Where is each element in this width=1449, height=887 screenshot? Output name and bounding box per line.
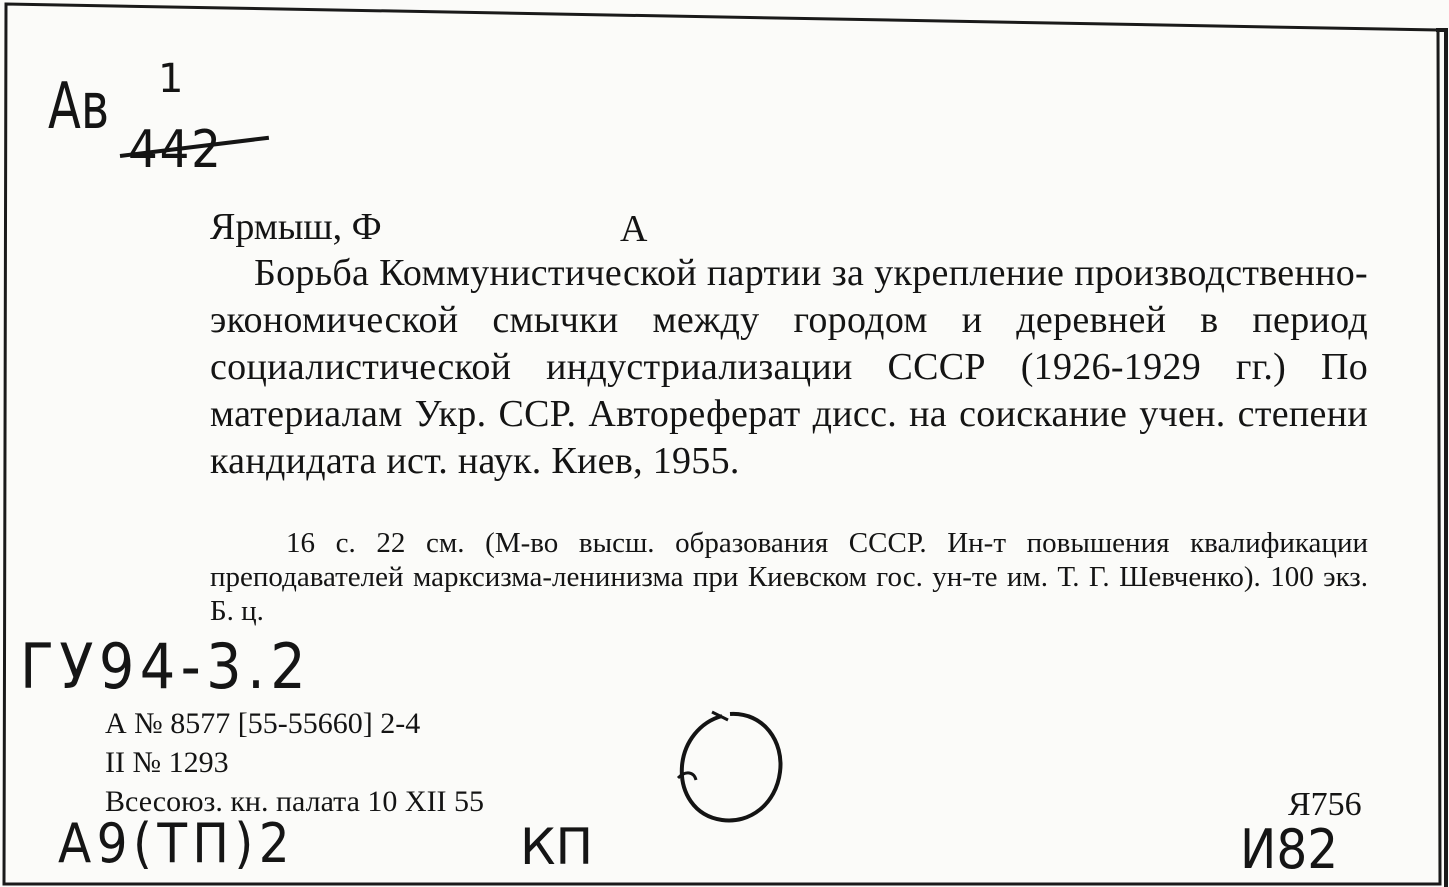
shelf-mark-denominator: 442 [128,120,223,180]
author-initial: А [620,208,648,250]
collation-text: 16 с. 22 см. (М-во высш. образования СССР. Ин-т повышения квалификации преподавателей марксизма-ленинизма при Киевском гос. ун-те им. Т. Г. Шевченко). 100 экз. Б. ц. [210,527,1368,627]
registry-line-2: II № 1293 [105,746,229,779]
cutter-code: Я756 [1288,786,1362,823]
registry-line-1: А № 8577 [55-55660] 2-4 [105,707,421,740]
registry-line-3: Всесоюз. кн. палата 10 XII 55 [105,785,485,818]
shelf-mark-numerator: 1 [158,56,184,102]
shelf-mark [48,58,248,188]
handwritten-call-number: ГУ94-3.2 [20,630,312,703]
handwritten-classification: А9(ТП)2 [58,812,296,875]
description-text: Борьба Коммунистической партии за укрепление производственно-экономической смычки между городом и деревней в период социалистической индустриализации СССР (1926-1929 гг.) По материалам Укр. ССР. Автореферат дисс. на соискание учен. степени кандидата ист. наук. Киев, 1955. [210,252,1368,482]
circle-stamp-mark [672,708,790,830]
author-heading: Ярмыш, Ф [210,206,382,248]
shelf-mark-prefix: Ав [48,70,110,144]
title-description [210,250,1368,485]
handwritten-cutter-code: И82 [1240,818,1339,881]
handwritten-kp: КП [520,818,594,876]
collation-note [210,526,1368,628]
